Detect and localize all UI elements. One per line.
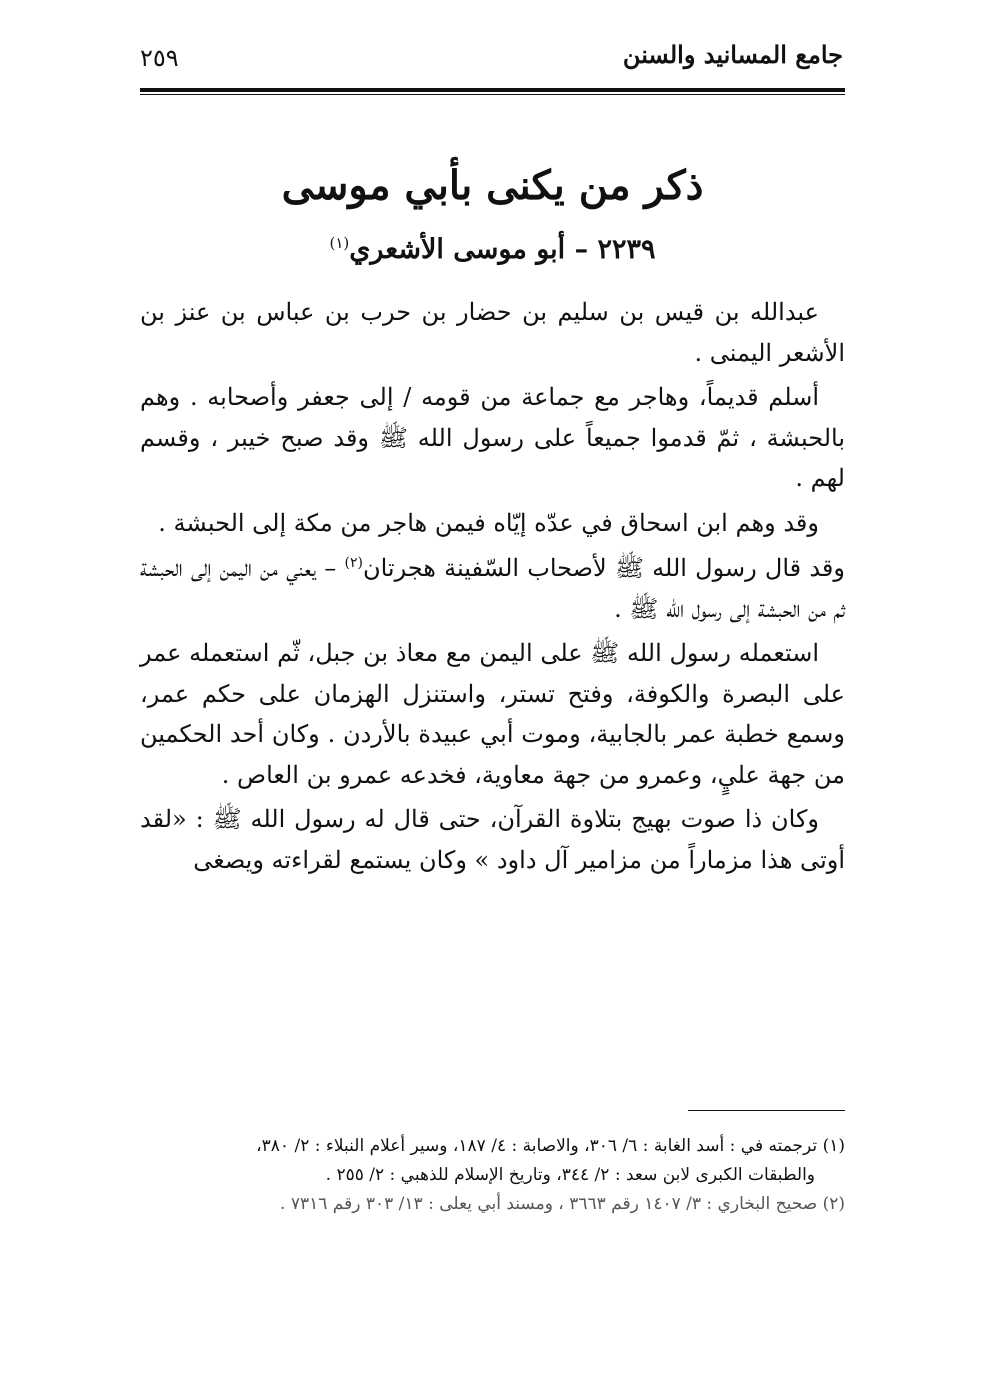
footnote-1: (١) ترجمته في : أسد الغابة : ٦/ ٣٠٦، والاصابة : ٤/ ١٨٧، وسير أعلام النبلاء : ٢/ ٣٨٠، — [256, 1136, 845, 1156]
two-hijras-line-cont: – يعني من اليمن إلى الحبشة ثم من الحبشة إلى رسول الله ﷺ . — [140, 554, 845, 623]
footnote-rule — [688, 1110, 845, 1111]
body-text — [140, 292, 845, 884]
header-rule-thin — [140, 94, 845, 95]
header-rule-thick — [140, 88, 845, 92]
two-hijras-line: وقد قال رسول الله ﷺ لأصحاب السّفينة هجرتان — [362, 554, 845, 582]
footnote-1-cont: والطبقات الكبرى لابن سعد : ٢/ ٣٤٤، وتاريخ الإسلام للذهبي : ٢/ ٢٥٥ . — [325, 1165, 815, 1185]
entry-heading-text: ٢٢٣٩ – أبو موسى الأشعري — [349, 234, 656, 265]
ibn-ishaq-line: وقد وهم ابن اسحاق في عدّه إيّاه فيمن هاجر من مكة إلى الحبشة . — [158, 508, 819, 537]
paragraph-voice: وكان ذا صوت بهيج بتلاوة القرآن، حتى قال له رسول الله ﷺ : «لقد أوتى هذا مزماراً من مزامير آل داود » وكان يستمع لقراءته ويصغى — [140, 805, 845, 874]
footnote-ref-1: (١) — [329, 234, 350, 252]
paragraph-conversion: أسلم قديماً، وهاجر مع جماعة من قومه / إلى جعفر وأصحابه . وهم بالحبشة ، ثمّ قدموا جميعاً على رسول الله ﷺ وقد صبح خيبر ، وقسم لهم . — [140, 383, 846, 492]
footnote-2: (٢) صحيح البخاري : ٣/ ١٤٠٧ رقم ٣٦٦٣ ، ومسند أبي يعلى : ١٣/ ٣٠٣ رقم ٧٣١٦ . — [280, 1194, 845, 1214]
footnote-ref-2: (٢) — [344, 555, 363, 571]
page-number: ٢٥٩ — [140, 44, 179, 72]
entry-heading — [140, 234, 845, 265]
footnotes — [140, 1132, 845, 1219]
header-rule — [140, 88, 845, 96]
paragraph-governorship: استعمله رسول الله ﷺ على اليمن مع معاذ بن جبل، ثّم استعمله عمر على البصرة والكوفة، وفتح تستر، واستنزل الهزمان على حكم عمر، وسمع خطبة عمر بالجابية، وموت أبي عبيدة بالأردن . وكان أحد الحكمين من جهة عليٍ، وعمرو من جهة معاوية، فخدعه عمرو بن العاص . — [140, 639, 845, 789]
running-title: جامع المسانيد والسنن — [622, 40, 843, 69]
paragraph-ibn-ishaq — [140, 503, 845, 630]
paragraph-lineage: عبدالله بن قيس بن سليم بن حضار بن حرب بن عباس بن عنز بن الأشعر اليمنى . — [140, 298, 845, 367]
chapter-title: ذكر من يكنى بأبي موسى — [281, 162, 704, 209]
